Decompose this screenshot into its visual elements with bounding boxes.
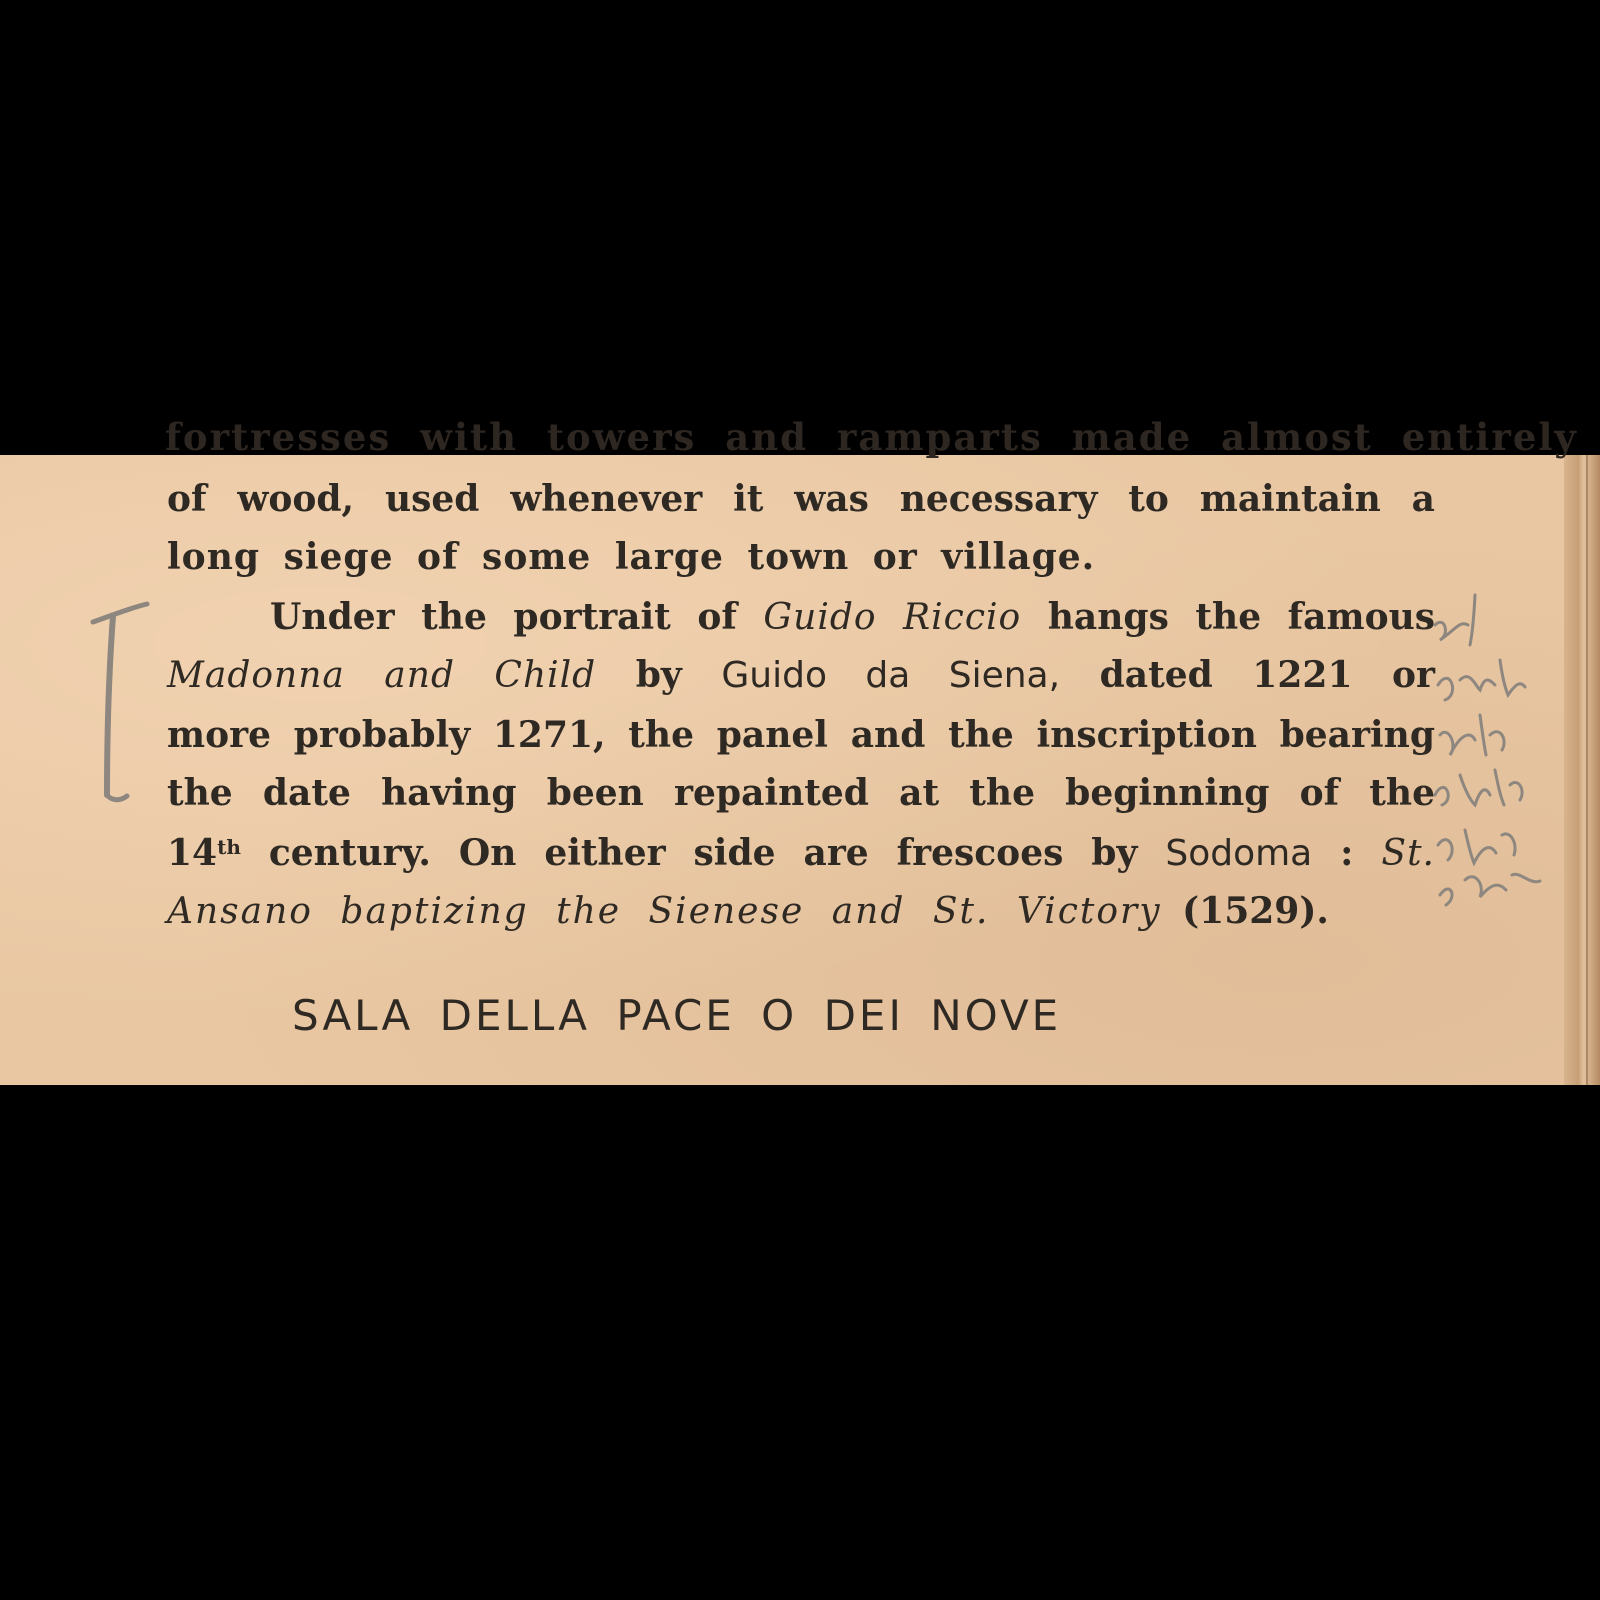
pencil-bracket-icon [85, 590, 155, 830]
text-line-1: of wood, used whenever it was necessary to maintain a [167, 478, 1435, 520]
handwritten-margin-notes-icon [1430, 585, 1570, 915]
text-plain: dated 1221 or [1060, 654, 1435, 696]
italic-st: St. [1381, 833, 1435, 874]
text-line-4 [167, 653, 1435, 698]
text-line-5: more probably 1271, the panel and the inscription bearing [167, 714, 1435, 756]
cropped-top-line [165, 415, 1578, 469]
superscript-th: th [217, 835, 241, 859]
text-line-2: long siege of some large town or village. [167, 536, 1096, 578]
text-plain: Under the portrait of [270, 596, 764, 638]
italic-madonna-and-child: Madonna and Child [167, 655, 597, 696]
text-line-8 [167, 889, 1435, 934]
text-plain: 14 [167, 832, 218, 874]
text-plain: by [596, 654, 722, 696]
cropped-text: fortresses with towers and ramparts made almost entirely [165, 415, 1578, 459]
sans-guido-da-siena: Guido da Siena, [721, 655, 1061, 696]
sans-sodoma: Sodoma [1165, 833, 1313, 874]
italic-guido-riccio: Guido Riccio [763, 597, 1022, 638]
text-line-7 [167, 831, 1435, 876]
text-plain: : [1312, 832, 1382, 874]
italic-ansano-title: Ansano baptizing the Sienese and St. Victory [167, 891, 1162, 932]
text-plain: century. On either side are frescoes by [240, 832, 1166, 874]
gutter-line [1586, 455, 1588, 1085]
text-plain: (1529). [1161, 890, 1329, 932]
book-page [0, 415, 1600, 1085]
text-line-6: the date having been repainted at the beginning of the [167, 772, 1435, 814]
text-plain: hangs the famous [1021, 596, 1436, 638]
text-line-3 [167, 595, 1435, 640]
section-heading: SALA DELLA PACE O DEI NOVE [292, 991, 1062, 1040]
